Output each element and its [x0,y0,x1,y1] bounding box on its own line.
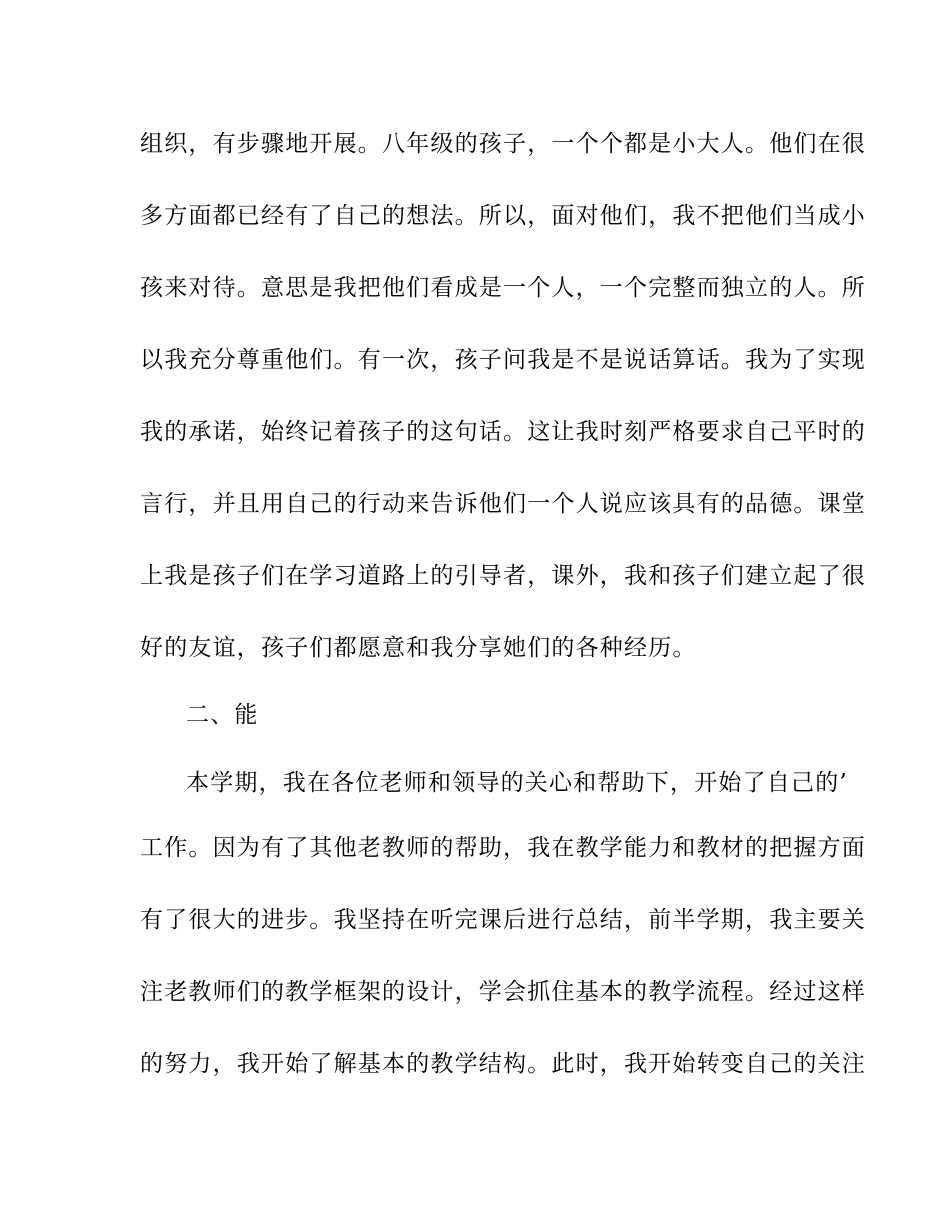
paragraph-line: 孩来对待。意思是我把他们看成是一个人，一个完整而独立的人。所 [140,275,866,301]
paragraph-line: 言行，并且用自己的行动来告诉他们一个人说应该具有的品德。课堂 [140,491,866,517]
paragraph-line: 上我是孩子们在学习道路上的引导者，课外，我和孩子们建立起了很 [140,563,866,589]
paragraph-line: 有了很大的进步。我坚持在听完课后进行总结，前半学期，我主要关 [140,907,866,933]
paragraph-line: 组织，有步骤地开展。八年级的孩子，一个个都是小大人。他们在很 [140,131,866,157]
section-heading: 二、能 [186,702,259,728]
paragraph-line: 的努力，我开始了解基本的教学结构。此时，我开始转变自己的关注 [140,1051,866,1077]
paragraph-line: 我的承诺，始终记着孩子的这句话。这让我时刻严格要求自己平时的 [140,419,866,445]
paragraph-line: 工作。因为有了其他老教师的帮助，我在教学能力和教材的把握方面 [140,835,866,861]
paragraph-line: 多方面都已经有了自己的想法。所以，面对他们，我不把他们当成小 [140,203,866,229]
paragraph-line: 注老教师们的教学框架的设计，学会抓住基本的教学流程。经过这样 [140,979,866,1005]
paragraph-line: 好的友谊，孩子们都愿意和我分享她们的各种经历。 [140,635,697,661]
paragraph-line: 本学期，我在各位老师和领导的关心和帮助下，开始了自己的’ [186,770,848,796]
paragraph-line: 以我充分尊重他们。有一次，孩子问我是不是说话算话。我为了实现 [140,347,866,373]
